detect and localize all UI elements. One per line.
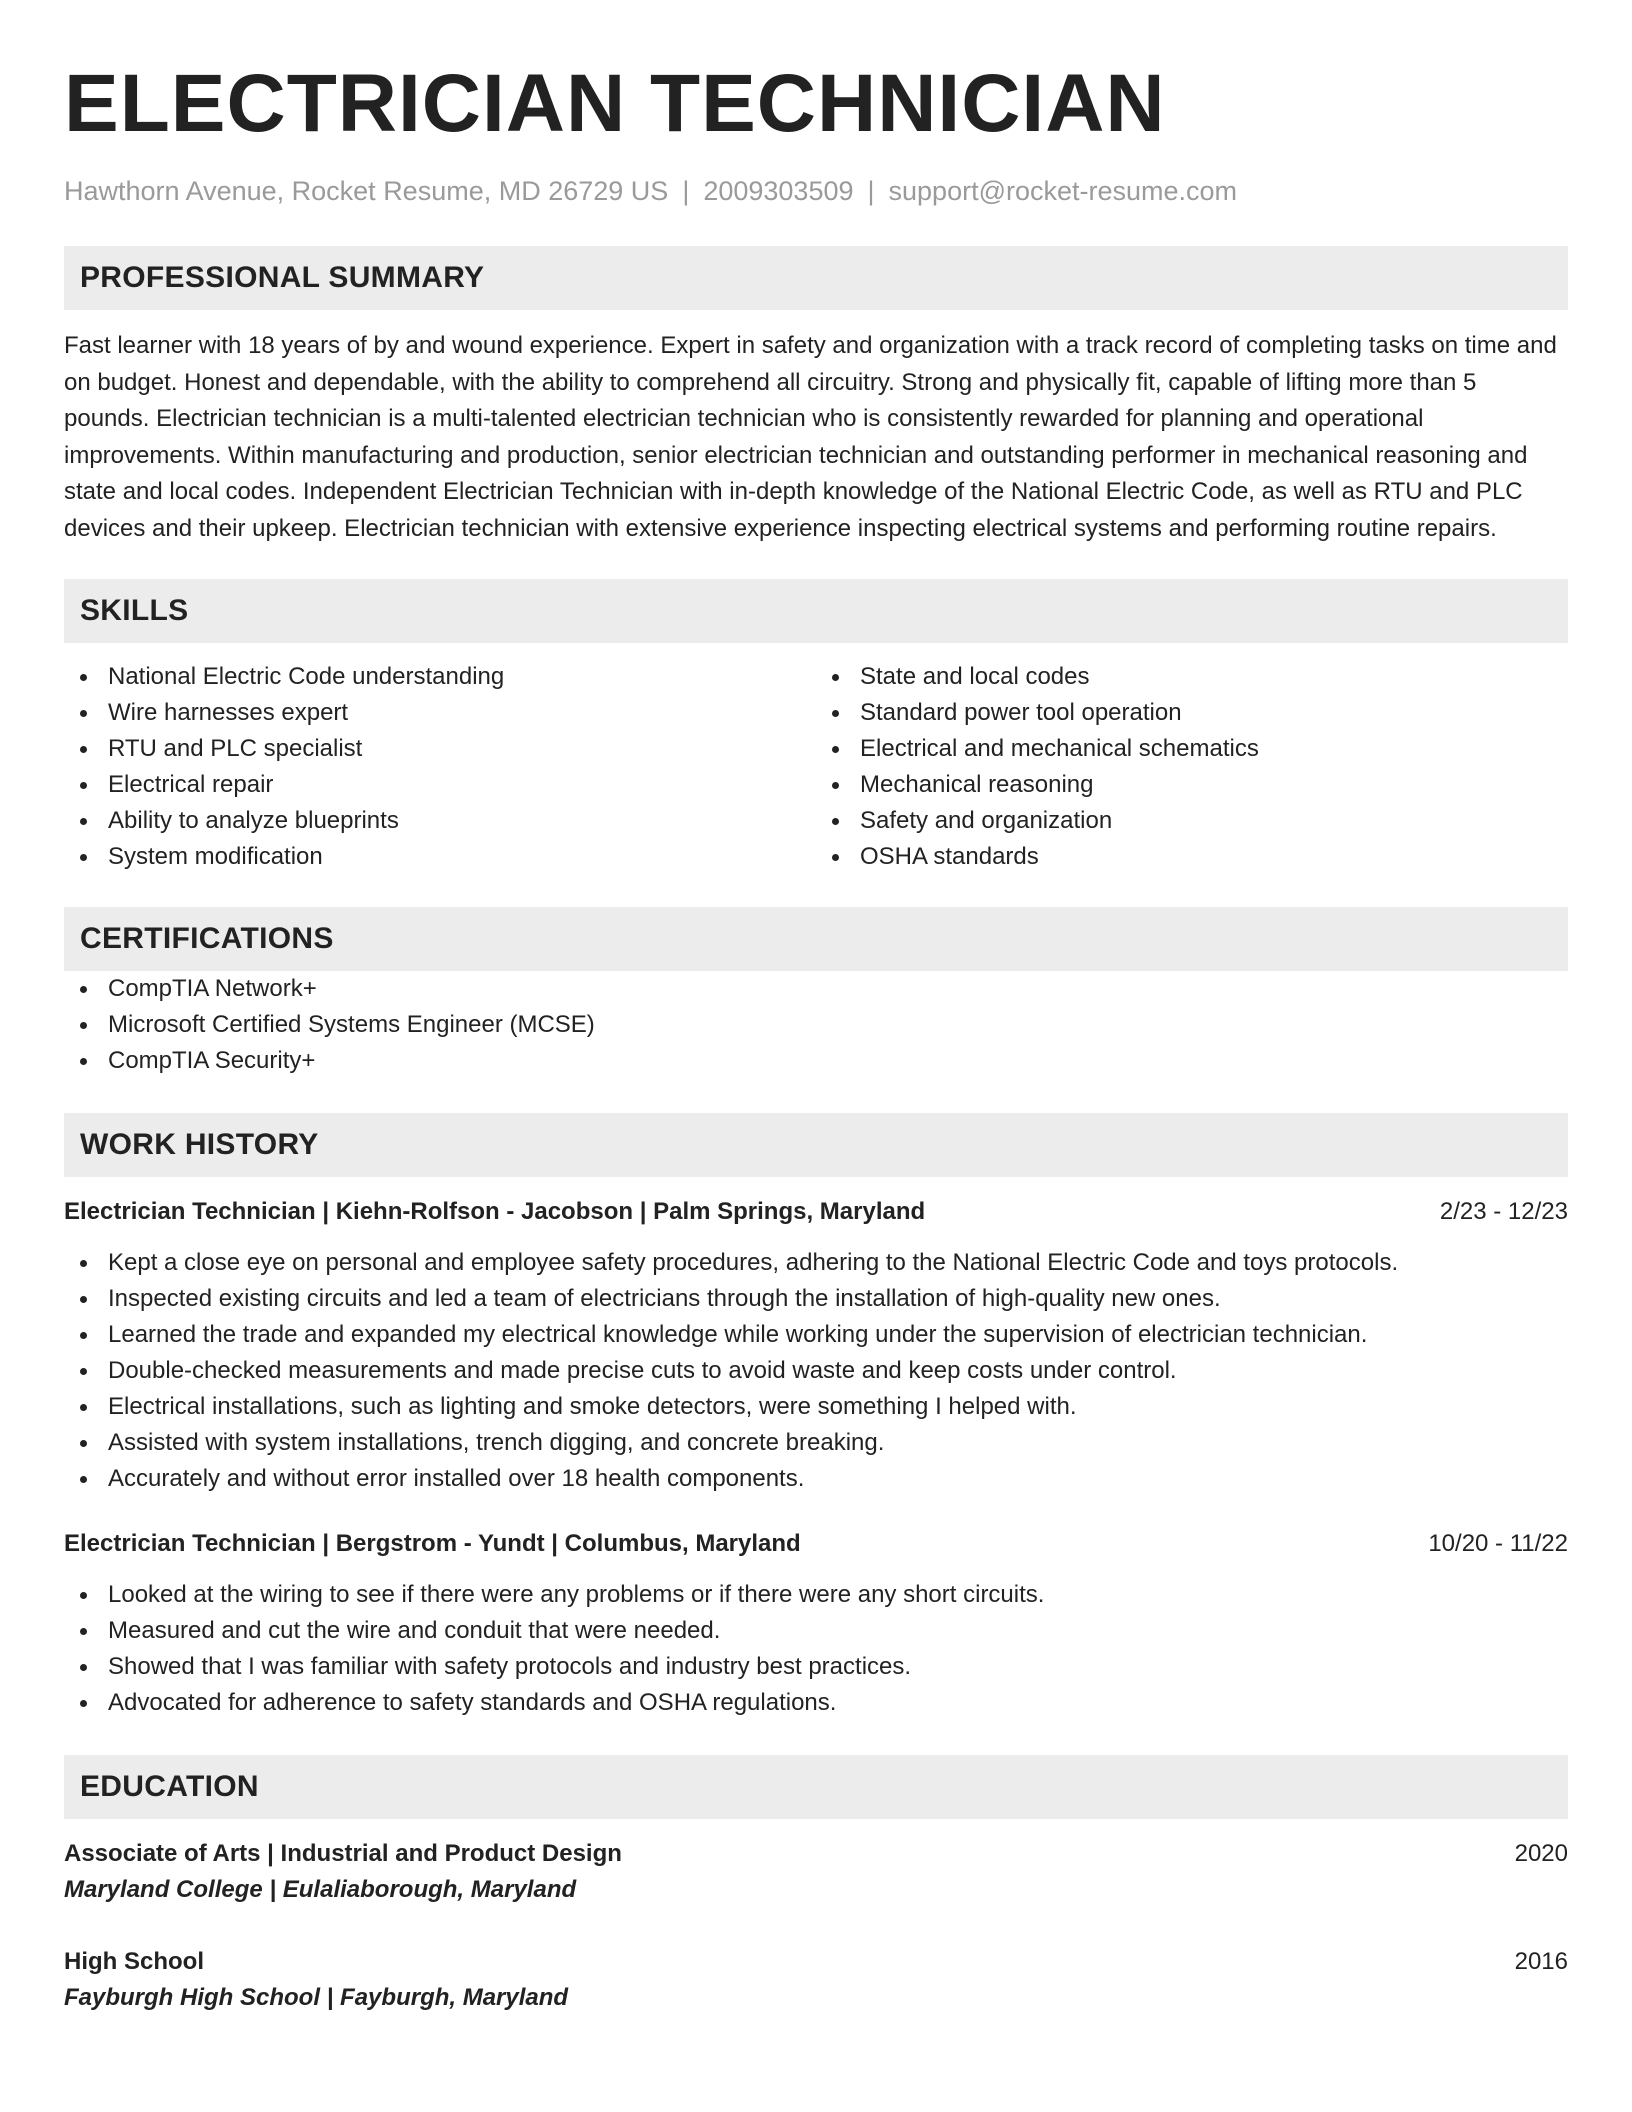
work-history-heading: WORK HISTORY (64, 1113, 1568, 1177)
job-duties-list (64, 1577, 1568, 1721)
skill-item: System modification (64, 839, 816, 875)
job-duty-item: Accurately and without error installed over 18 health components. (64, 1461, 1568, 1497)
job-dates: 2/23 - 12/23 (1439, 1198, 1568, 1225)
skill-item: State and local codes (816, 659, 1568, 695)
skill-item: Ability to analyze blueprints (64, 803, 816, 839)
skill-item: Standard power tool operation (816, 695, 1568, 731)
job-title: Electrician Technician | Kiehn-Rolfson - Jacobson | Palm Springs, Maryland (64, 1198, 926, 1225)
job-duty-item: Kept a close eye on personal and employee safety procedures, adhering to the National Electric Code and toys protocols. (64, 1245, 1568, 1281)
education-year: 2020 (1514, 1840, 1568, 1867)
job-duty-item: Assisted with system installations, trench digging, and concrete breaking. (64, 1425, 1568, 1461)
education-degree: Associate of Arts | Industrial and Product Design (64, 1840, 622, 1867)
contact-separator: | (682, 176, 690, 206)
contact-phone: 2009303509 (703, 176, 854, 206)
certification-item: Microsoft Certified Systems Engineer (MCSE) (64, 1007, 1568, 1043)
job-duty-item: Double-checked measurements and made precise cuts to avoid waste and keep costs under control. (64, 1353, 1568, 1389)
job-duty-item: Learned the trade and expanded my electrical knowledge while working under the supervision of electrician technician. (64, 1317, 1568, 1353)
contact-separator: | (867, 176, 875, 206)
education-year: 2016 (1514, 1948, 1568, 1975)
skills-heading: SKILLS (64, 579, 1568, 643)
education-header (64, 1837, 1568, 1871)
education-heading: EDUCATION (64, 1755, 1568, 1819)
skills-left-column (64, 659, 816, 875)
certifications-list (64, 971, 1568, 1079)
skill-item: OSHA standards (816, 839, 1568, 875)
certification-item: CompTIA Network+ (64, 971, 1568, 1007)
skills-grid (64, 659, 1568, 875)
job-duties-list (64, 1245, 1568, 1497)
job-title: Electrician Technician | Bergstrom - Yundt | Columbus, Maryland (64, 1530, 801, 1557)
skill-item: Mechanical reasoning (816, 767, 1568, 803)
job-entry (64, 1527, 1568, 1721)
job-header (64, 1195, 1568, 1229)
candidate-name: ELECTRICIAN TECHNICIAN (64, 58, 1166, 149)
skill-item: Electrical and mechanical schematics (816, 731, 1568, 767)
skill-item: RTU and PLC specialist (64, 731, 816, 767)
education-institution: Maryland College | Eulaliaborough, Maryland (64, 1876, 577, 1903)
job-duty-item: Showed that I was familiar with safety protocols and industry best practices. (64, 1649, 1568, 1685)
contact-line (64, 174, 1568, 208)
job-duty-item: Advocated for adherence to safety standards and OSHA regulations. (64, 1685, 1568, 1721)
job-entry (64, 1195, 1568, 1497)
education-entry (64, 1837, 1568, 1909)
skill-item: Safety and organization (816, 803, 1568, 839)
summary-heading: PROFESSIONAL SUMMARY (64, 246, 1568, 310)
skill-item: Wire harnesses expert (64, 695, 816, 731)
job-dates: 10/20 - 11/22 (1428, 1530, 1568, 1557)
job-duty-item: Electrical installations, such as lighting and smoke detectors, were something I helped with. (64, 1389, 1568, 1425)
contact-address: Hawthorn Avenue, Rocket Resume, MD 26729 US (64, 176, 669, 206)
summary-text: Fast learner with 18 years of by and wound experience. Expert in safety and organization with a track record of completing tasks on time and on budget. Honest and dependable, with the ability to comprehend all circuitry. Strong and physically fit, capable of lifting more than 5 pounds. Electrician technician is a multi-talented electrician technician who is consistently rewarded for planning and operational improvements. Within manufacturing and production, senior electrician technician and outstanding performer in mechanical reasoning and state and local codes. Independent Electrician Technician with in-depth knowledge of the National Electric Code, as well as RTU and PLC devices and their upkeep. Electrician technician with extensive experience inspecting electrical systems and performing routine repairs. (64, 332, 1557, 542)
skill-item: National Electric Code understanding (64, 659, 816, 695)
job-duty-item: Measured and cut the wire and conduit that were needed. (64, 1613, 1568, 1649)
education-institution: Fayburgh High School | Fayburgh, Maryland (64, 1984, 569, 2011)
job-header (64, 1527, 1568, 1561)
contact-email: support@rocket-resume.com (888, 176, 1238, 206)
education-entry (64, 1945, 1568, 2017)
job-duty-item: Looked at the wiring to see if there were any problems or if there were any short circuits. (64, 1577, 1568, 1613)
education-degree: High School (64, 1948, 204, 1975)
education-header (64, 1945, 1568, 1979)
skill-item: Electrical repair (64, 767, 816, 803)
certifications-heading: CERTIFICATIONS (64, 907, 1568, 971)
job-duty-item: Inspected existing circuits and led a team of electricians through the installation of high-quality new ones. (64, 1281, 1568, 1317)
certification-item: CompTIA Security+ (64, 1043, 1568, 1079)
skills-right-column (816, 659, 1568, 875)
